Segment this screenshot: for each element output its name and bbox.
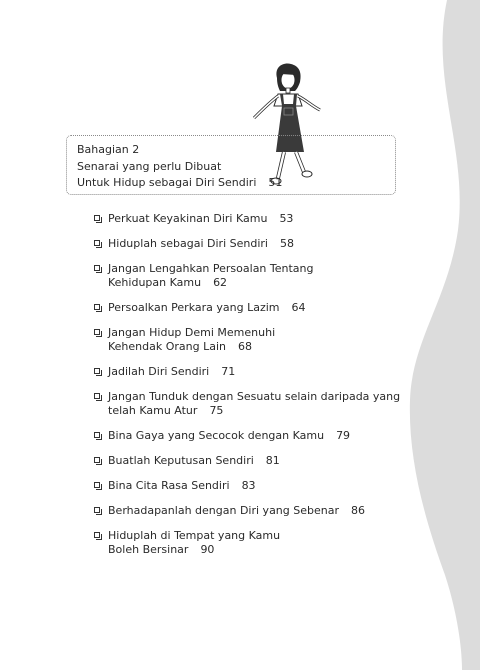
toc-item-title: Jangan Lengahkan Persoalan Tentang [108,262,314,275]
toc-item-page: 58 [279,237,294,250]
toc-item-title: Perkuat Keyakinan Diri Kamu [108,212,268,225]
toc-item-title-line2: Kehendak Orang Lain [108,340,227,353]
toc-item-title: Jangan Hidup Demi Memenuhi [108,326,276,339]
checkbox-icon [94,215,100,221]
section-title-text: Untuk Hidup sebagai Diri Sendiri [77,176,257,189]
table-of-contents [94,212,400,568]
checkbox-icon [94,457,100,463]
toc-item-title: Hiduplah di Tempat yang Kamu [108,529,281,542]
section-title-line1: Senarai yang perlu Dibuat [77,159,222,173]
toc-item[interactable] [94,454,400,468]
checkbox-icon [94,265,100,271]
toc-item-page: 53 [279,212,294,225]
toc-item-page: 68 [238,340,253,353]
checkbox-icon [94,240,100,246]
toc-item-page: 62 [213,276,228,289]
toc-item-title-line2: Kehidupan Kamu [108,276,202,289]
toc-item[interactable] [94,529,400,557]
toc-item-title: Persoalkan Perkara yang Lazim [108,301,280,314]
toc-item-page: 81 [265,454,280,467]
toc-item[interactable] [94,429,400,443]
section-label: Bahagian 2 [77,143,140,156]
toc-item[interactable] [94,365,400,379]
toc-item-page: 79 [336,429,351,442]
toc-item-title: Jangan Tunduk dengan Sesuatu selain daripada yang [108,390,401,403]
toc-item-page: 75 [209,404,224,417]
toc-item[interactable] [94,301,400,315]
toc-item[interactable] [94,262,400,290]
checkbox-icon [94,482,100,488]
toc-item[interactable] [94,237,400,251]
toc-item-title: Hiduplah sebagai Diri Sendiri [108,237,268,250]
section-header-box [66,135,396,195]
toc-item-page: 71 [221,365,236,378]
toc-item[interactable] [94,504,400,518]
toc-item[interactable] [94,390,400,418]
toc-item-page: 90 [200,543,215,556]
checkbox-icon [94,368,100,374]
checkbox-icon [94,532,100,538]
checkbox-icon [94,393,100,399]
toc-item[interactable] [94,479,400,493]
toc-item[interactable] [94,326,400,354]
toc-item-page: 83 [241,479,256,492]
checkbox-icon [94,432,100,438]
toc-item-page: 64 [291,301,306,314]
section-title-line2 [77,175,387,192]
checkbox-icon [94,329,100,335]
toc-item-title: Berhadapanlah dengan Diri yang Sebenar [108,504,339,517]
toc-item[interactable] [94,212,400,226]
toc-item-title-line2: Boleh Bersinar [108,543,189,556]
checkbox-icon [94,507,100,513]
toc-item-title: Bina Gaya yang Secocok dengan Kamu [108,429,325,442]
toc-item-title: Buatlah Keputusan Sendiri [108,454,254,467]
toc-item-title: Jadilah Diri Sendiri [108,365,210,378]
section-page-number: 51 [268,176,283,189]
checkbox-icon [94,304,100,310]
toc-item-page: 86 [351,504,365,517]
toc-item-title-line2: telah Kamu Atur [108,404,198,417]
toc-item-title: Bina Cita Rasa Sendiri [108,479,230,492]
